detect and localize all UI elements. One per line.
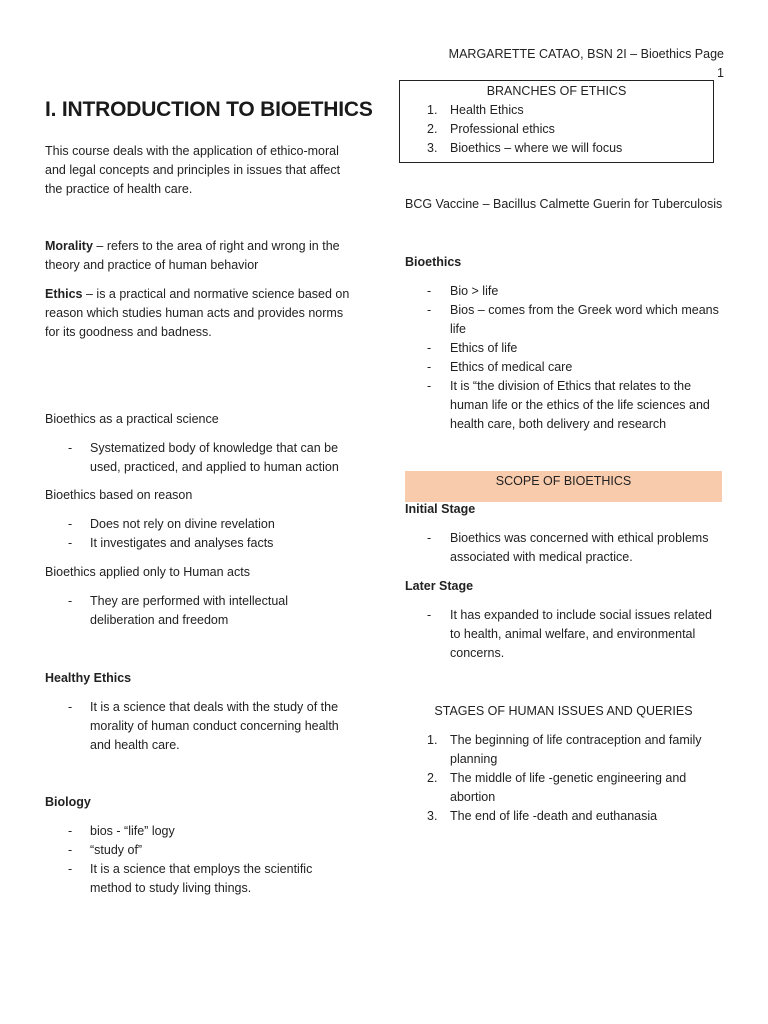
list-item-text: Health Ethics xyxy=(450,103,524,117)
branches-list xyxy=(400,101,713,158)
list-number: 1. xyxy=(427,733,438,747)
list-item xyxy=(400,120,713,139)
list-item-text: The beginning of life contraception and family planning xyxy=(450,733,702,766)
list-number: 1. xyxy=(427,103,438,117)
list-number: 3. xyxy=(427,809,438,823)
initial-stage-section xyxy=(405,500,725,567)
list-item: - Bios – comes from the Greek word which means life xyxy=(405,301,725,339)
initial-stage-list xyxy=(405,529,725,567)
reason-section xyxy=(45,486,350,553)
human-acts-section xyxy=(45,563,350,630)
later-stage-list xyxy=(405,606,725,663)
list-item xyxy=(400,101,713,120)
morality-definition xyxy=(45,237,350,275)
ethics-term: Ethics xyxy=(45,287,83,301)
list-item xyxy=(400,139,713,158)
healthy-ethics-list xyxy=(45,698,350,755)
list-item-text: The end of life -death and euthanasia xyxy=(450,809,658,823)
ethics-definition xyxy=(45,285,350,342)
healthy-ethics-heading: Healthy Ethics xyxy=(45,671,132,685)
branches-of-ethics-box xyxy=(399,80,714,163)
biology-list xyxy=(45,822,350,898)
list-item: - Does not rely on divine revelation xyxy=(45,515,350,534)
list-item: - Systematized body of knowledge that can be used, practiced, and applied to human action xyxy=(45,439,350,477)
reason-list xyxy=(45,515,350,553)
page-header: MARGARETTE CATAO, BSN 2I – Bioethics Page 1 xyxy=(448,47,724,80)
list-item xyxy=(405,807,725,826)
list-number: 3. xyxy=(427,141,438,155)
list-item: - “study of” xyxy=(45,841,350,860)
list-item: - It is “the division of Ethics that relates to the human life or the ethics of the life sciences and health care, both delivery and research xyxy=(405,377,725,434)
practical-science-section xyxy=(45,410,350,477)
practical-list xyxy=(45,439,350,477)
practical-heading: Bioethics as a practical science xyxy=(45,412,219,426)
list-number: 2. xyxy=(427,122,438,136)
list-item: - They are performed with intellectual deliberation and freedom xyxy=(45,592,350,630)
list-item: - It has expanded to include social issues related to health, animal welfare, and environmental concerns. xyxy=(405,606,725,663)
reason-heading: Bioethics based on reason xyxy=(45,488,193,502)
list-item: - It investigates and analyses facts xyxy=(45,534,350,553)
list-item-text: Professional ethics xyxy=(450,122,555,136)
biology-section xyxy=(45,793,350,898)
list-item-text: Bioethics – where we will focus xyxy=(450,141,623,155)
biology-heading: Biology xyxy=(45,795,91,809)
list-item: - bios - “life” logy xyxy=(45,822,350,841)
list-item: - Bio > life xyxy=(405,282,725,301)
later-stage-heading: Later Stage xyxy=(405,579,474,593)
list-number: 2. xyxy=(427,771,438,785)
stages-list xyxy=(405,731,725,826)
intro-text: This course deals with the application of ethico-moral and legal concepts and principles in issues that affect the practice of health care. xyxy=(45,144,341,196)
bioethics-list xyxy=(405,282,725,434)
later-stage-section xyxy=(405,577,725,663)
stages-section xyxy=(405,731,725,826)
stages-title: STAGES OF HUMAN ISSUES AND QUERIES xyxy=(434,704,693,718)
healthy-ethics-section xyxy=(45,669,350,755)
list-item: - Ethics of medical care xyxy=(405,358,725,377)
morality-text: – refers to the area of right and wrong in the theory and practice of human behavior xyxy=(45,239,340,272)
list-item xyxy=(405,769,725,807)
list-item: - It is a science that deals with the study of the morality of human conduct concerning health and health care. xyxy=(45,698,350,755)
bcg-vaccine-line: BCG Vaccine – Bacillus Calmette Guerin for Tuberculosis xyxy=(405,197,723,211)
list-item-text: The middle of life -genetic engineering and abortion xyxy=(450,771,687,804)
scope-title: SCOPE OF BIOETHICS xyxy=(495,474,632,488)
human-acts-list xyxy=(45,592,350,630)
bioethics-section xyxy=(405,253,725,434)
list-item: - It is a science that employs the scientific method to study living things. xyxy=(45,860,350,898)
list-item: - Ethics of life xyxy=(405,339,725,358)
morality-term: Morality xyxy=(45,239,93,253)
bioethics-heading: Bioethics xyxy=(405,255,462,269)
list-item xyxy=(405,731,725,769)
scope-of-bioethics-banner xyxy=(405,471,722,502)
intro-paragraph xyxy=(45,142,350,199)
initial-stage-heading: Initial Stage xyxy=(405,502,476,516)
ethics-text: – is a practical and normative science based on reason which studies human acts and provides norms for its goodness and badness. xyxy=(45,287,350,339)
list-item: - Bioethics was concerned with ethical problems associated with medical practice. xyxy=(405,529,725,567)
branches-title: BRANCHES OF ETHICS xyxy=(486,84,627,98)
human-acts-heading: Bioethics applied only to Human acts xyxy=(45,565,250,579)
page-title: I. INTRODUCTION TO BIOETHICS xyxy=(45,98,373,121)
